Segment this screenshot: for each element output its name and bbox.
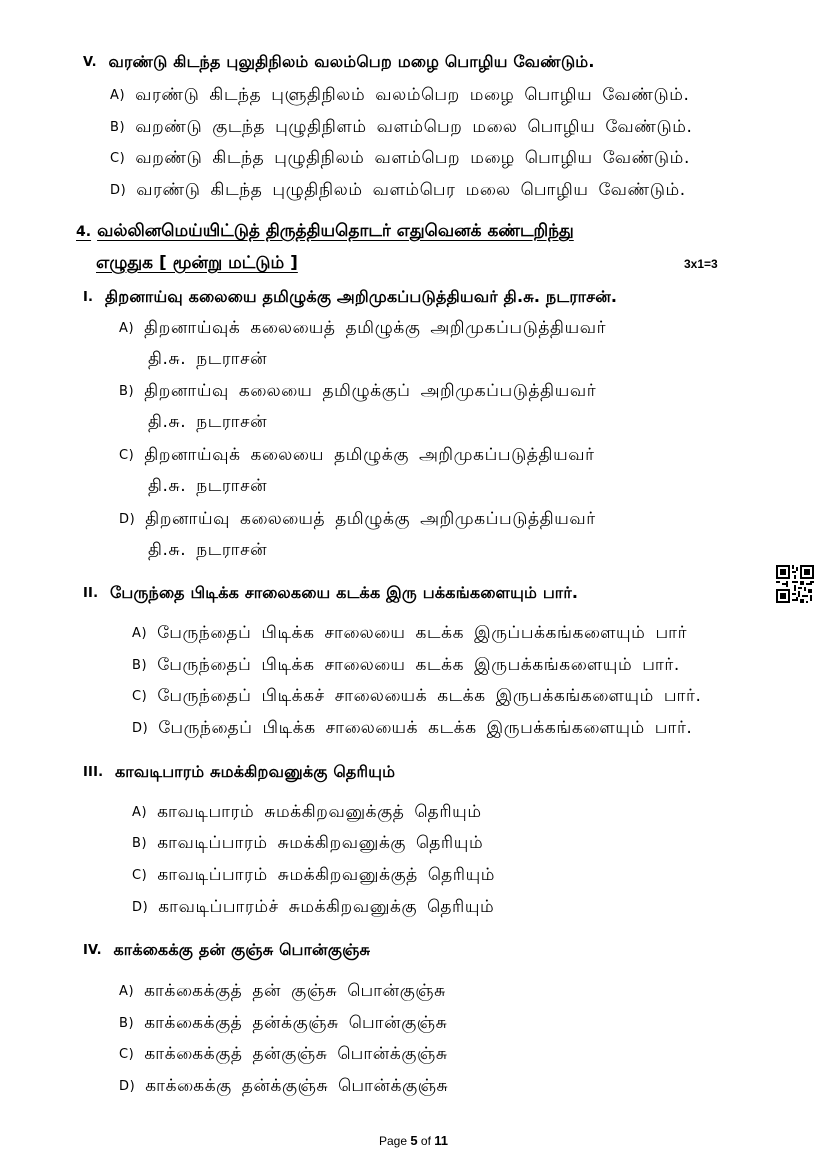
option-b xyxy=(132,833,483,855)
option-text: வரண்டு கிடந்த புழுதிநிலம் வளம்பெர மலை பொழிய வேண்டும். xyxy=(136,180,686,200)
option-label: D) xyxy=(132,900,149,915)
question-number: I. xyxy=(83,290,94,305)
option-a xyxy=(110,85,690,107)
question-number: II. xyxy=(83,586,99,601)
question-number: V. xyxy=(83,55,97,70)
option-label: C) xyxy=(110,151,126,166)
question-i xyxy=(83,287,617,308)
option-text: காவடிப்பாரம்ச் சுமக்கிறவனுக்கு தெரியும் xyxy=(158,897,495,917)
question-text: பேருந்தை பிடிக்க சாலைகயை கடக்க இரு பக்கங்களையும் பார். xyxy=(110,583,579,602)
question-text: காக்கைக்கு தன் குஞ்சு பொன்குஞ்சு xyxy=(113,940,371,959)
total-pages: 11 xyxy=(434,1133,449,1148)
option-b xyxy=(119,381,596,403)
question-iii xyxy=(83,762,395,783)
option-text: காக்கைக்குத் தன்குஞ்சு பொன்க்குஞ்சு xyxy=(144,1044,448,1064)
option-c xyxy=(132,865,495,887)
option-a xyxy=(132,623,687,645)
option-text: பேருந்தைப் பிடிக்கச் சாலையைக் கடக்க இருபக்கங்களையும் பார். xyxy=(157,686,702,706)
question-number: III. xyxy=(83,765,104,780)
option-c xyxy=(119,445,595,467)
option-c xyxy=(110,148,690,170)
option-label: C) xyxy=(132,689,148,704)
marks-allocation: 3x1=3 xyxy=(684,257,718,271)
option-label: D) xyxy=(119,1079,136,1094)
option-label: B) xyxy=(132,836,148,851)
option-text: திறனாய்வுக் கலையைத் தமிழுக்கு அறிமுகப்படுத்தியவர் xyxy=(144,318,607,338)
option-d xyxy=(110,180,686,202)
option-d xyxy=(132,897,494,919)
option-text: திறனாய்வு கலையை தமிழுக்குப் அறிமுகப்படுத்தியவர் xyxy=(144,381,597,401)
option-text: காக்கைக்குத் தன்க்குஞ்சு பொன்குஞ்சு xyxy=(144,1013,448,1033)
question-v xyxy=(83,52,595,73)
option-text: பேருந்தைப் பிடிக்க சாலையை கடக்க இருபக்கங்களையும் பார். xyxy=(157,655,680,675)
option-label: D) xyxy=(119,512,136,527)
option-label: A) xyxy=(132,626,148,641)
option-label: C) xyxy=(119,1047,135,1062)
option-text: காக்கைக்குத் தன் குஞ்சு பொன்குஞ்சு xyxy=(144,981,446,1001)
option-b xyxy=(110,117,693,139)
option-label: A) xyxy=(132,805,148,820)
option-label: D) xyxy=(110,183,127,198)
option-label: C) xyxy=(132,868,148,883)
section-number: 4. xyxy=(76,224,92,240)
section-title-line2: எழுதுக [ மூன்று மட்டும் ] xyxy=(96,253,298,273)
option-a xyxy=(119,981,446,1003)
page-footer xyxy=(0,1133,827,1148)
option-text: வறண்டு குடந்த புழுதிநிளம் வளம்பெற மலை பொழிய வேண்டும். xyxy=(135,117,693,137)
option-text: காவடிபாரம் சுமக்கிறவனுக்குத் தெரியும் xyxy=(157,802,482,822)
option-text: பேருந்தைப் பிடிக்க சாலையைக் கடக்க இருபக்கங்களையும் பார். xyxy=(158,718,693,738)
option-d-cont: தி.சு. நடராசன் xyxy=(148,540,268,560)
question-ii xyxy=(83,583,578,604)
option-text: திறனாய்வுக் கலையை தமிழுக்கு அறிமுகப்படுத்தியவர் xyxy=(144,445,595,465)
option-label: D) xyxy=(132,721,149,736)
option-d xyxy=(119,509,596,531)
option-c xyxy=(132,686,702,708)
option-text: காவடிப்பாரம் சுமக்கிறவனுக்குத் தெரியும் xyxy=(157,865,496,885)
option-b-cont: தி.சு. நடராசன் xyxy=(148,412,268,432)
option-c-cont: தி.சு. நடராசன் xyxy=(148,476,268,496)
option-a xyxy=(132,802,482,824)
section-heading xyxy=(76,221,574,243)
question-iv xyxy=(83,940,370,961)
option-label: B) xyxy=(132,658,148,673)
option-label: A) xyxy=(119,984,135,999)
option-d xyxy=(132,718,692,740)
section-heading-line2 xyxy=(96,253,298,275)
page-number: 5 xyxy=(410,1133,418,1148)
option-label: B) xyxy=(119,384,135,399)
option-label: A) xyxy=(110,88,126,103)
footer-of: of xyxy=(420,1134,431,1148)
question-text: வரண்டு கிடந்த புலுதிநிலம் வலம்பெற மழை பொழிய வேண்டும். xyxy=(108,52,595,71)
footer-prefix: Page xyxy=(378,1134,407,1148)
option-text: திறனாய்வு கலையைத் தமிழுக்கு அறிமுகப்படுத்தியவர் xyxy=(145,509,596,529)
option-text: வரண்டு கிடந்த புளுதிநிலம் வலம்பெற மழை பொழிய வேண்டும். xyxy=(135,85,690,105)
option-label: C) xyxy=(119,448,135,463)
option-c xyxy=(119,1044,448,1066)
qr-code xyxy=(776,565,814,603)
option-text: காவடிப்பாரம் சுமக்கிறவனுக்கு தெரியும் xyxy=(157,833,484,853)
option-b xyxy=(132,655,680,677)
option-text: பேருந்தைப் பிடிக்க சாலையை கடக்க இருப்பக்கங்களையும் பார் xyxy=(157,623,688,643)
option-a xyxy=(119,318,606,340)
option-d xyxy=(119,1076,448,1098)
option-b xyxy=(119,1013,447,1035)
question-text: திறனாய்வு கலையை தமிழுக்கு அறிமுகப்படுத்தியவர் தி.சு. நடராசன். xyxy=(104,287,618,306)
option-label: B) xyxy=(110,120,126,135)
option-text: காக்கைக்கு தன்க்குஞ்சு பொன்க்குஞ்சு xyxy=(145,1076,449,1096)
section-title-line1: வல்லினமெய்யிட்டுத் திருத்தியதொடர் எதுவெனக் கண்டறிந்து xyxy=(97,221,574,241)
option-label: B) xyxy=(119,1016,135,1031)
option-text: வறண்டு கிடந்த புழுதிநிலம் வளம்பெற மழை பொழிய வேண்டும். xyxy=(135,148,690,168)
question-text: காவடிபாரம் சுமக்கிறவனுக்கு தெரியும் xyxy=(115,762,396,781)
option-a-cont: தி.சு. நடராசன் xyxy=(148,349,268,369)
option-label: A) xyxy=(119,321,135,336)
question-number: IV. xyxy=(83,943,102,958)
